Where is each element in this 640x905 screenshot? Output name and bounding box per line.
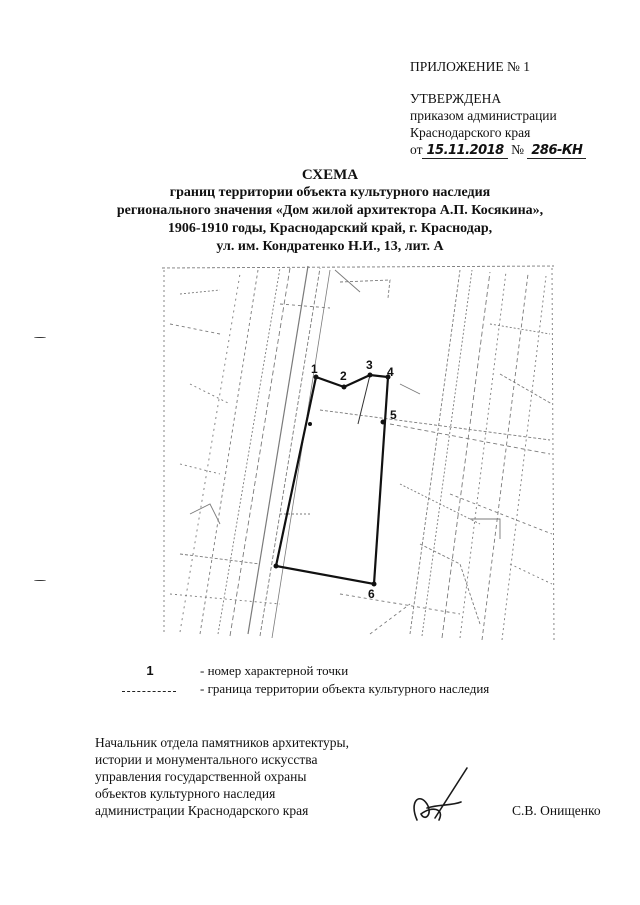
- binding-mark: [34, 337, 46, 338]
- point-label-2: 2: [340, 369, 347, 383]
- handwritten-signature: [405, 762, 475, 837]
- title-main: СХЕМА: [301, 167, 359, 183]
- title-line-2: регионального значения «Дом жилой архитектора А.П. Косякина»,: [116, 203, 544, 218]
- title-line-3: 1906-1910 годы, Краснодарский край, г. Краснодар,: [167, 221, 493, 236]
- point-label-3: 3: [366, 358, 373, 372]
- map-svg: [160, 264, 556, 644]
- boundary-map: [160, 264, 556, 644]
- legend-boundary-text: - граница территории объекта культурного наследия: [200, 681, 490, 696]
- signatory-position-line-5: администрации Краснодарского края: [95, 803, 309, 818]
- legend-point-text: - номер характерной точки: [200, 663, 349, 678]
- signatory-position-line-1: Начальник отдела памятников архитектуры,: [95, 735, 349, 750]
- date-value: 15.11.2018: [422, 143, 507, 159]
- signature-block: [95, 734, 349, 819]
- legend-boundary-symbol: [122, 691, 176, 692]
- binding-mark: [34, 580, 46, 581]
- point-label-6: 6: [368, 587, 375, 601]
- date-prefix: от: [410, 142, 423, 157]
- point-label-4: 4: [387, 365, 394, 379]
- approval-line-1: приказом администрации: [410, 108, 557, 123]
- heritage-boundary: [274, 373, 391, 587]
- number-prefix: №: [511, 142, 524, 157]
- approved-label: УТВЕРЖДЕНА: [410, 91, 502, 106]
- signatory-position-line-3: управления государственной охраны: [95, 769, 307, 784]
- appendix-label: ПРИЛОЖЕНИЕ № 1: [410, 59, 531, 74]
- cadastral-background: [162, 266, 554, 640]
- approval-block: [410, 58, 586, 159]
- title-line-1: границ территории объекта культурного наследия: [169, 185, 491, 200]
- title-line-4: ул. им. Кондратенко Н.И., 13, лит. А: [216, 239, 444, 254]
- point-labels: [311, 358, 397, 601]
- legend-point-symbol: 1: [146, 663, 154, 678]
- point-label-1: 1: [311, 362, 318, 376]
- approval-date-line: [410, 141, 586, 159]
- point-label-5: 5: [390, 408, 397, 422]
- signatory-position-line-4: объектов культурного наследия: [95, 786, 276, 801]
- signer-name: С.В. Онищенко: [512, 803, 601, 818]
- signatory-position-line-2: истории и монументального искусства: [95, 752, 318, 767]
- approval-line-2: Краснодарского края: [410, 125, 531, 140]
- number-value: 286-КН: [527, 143, 586, 159]
- document-title: [100, 166, 560, 256]
